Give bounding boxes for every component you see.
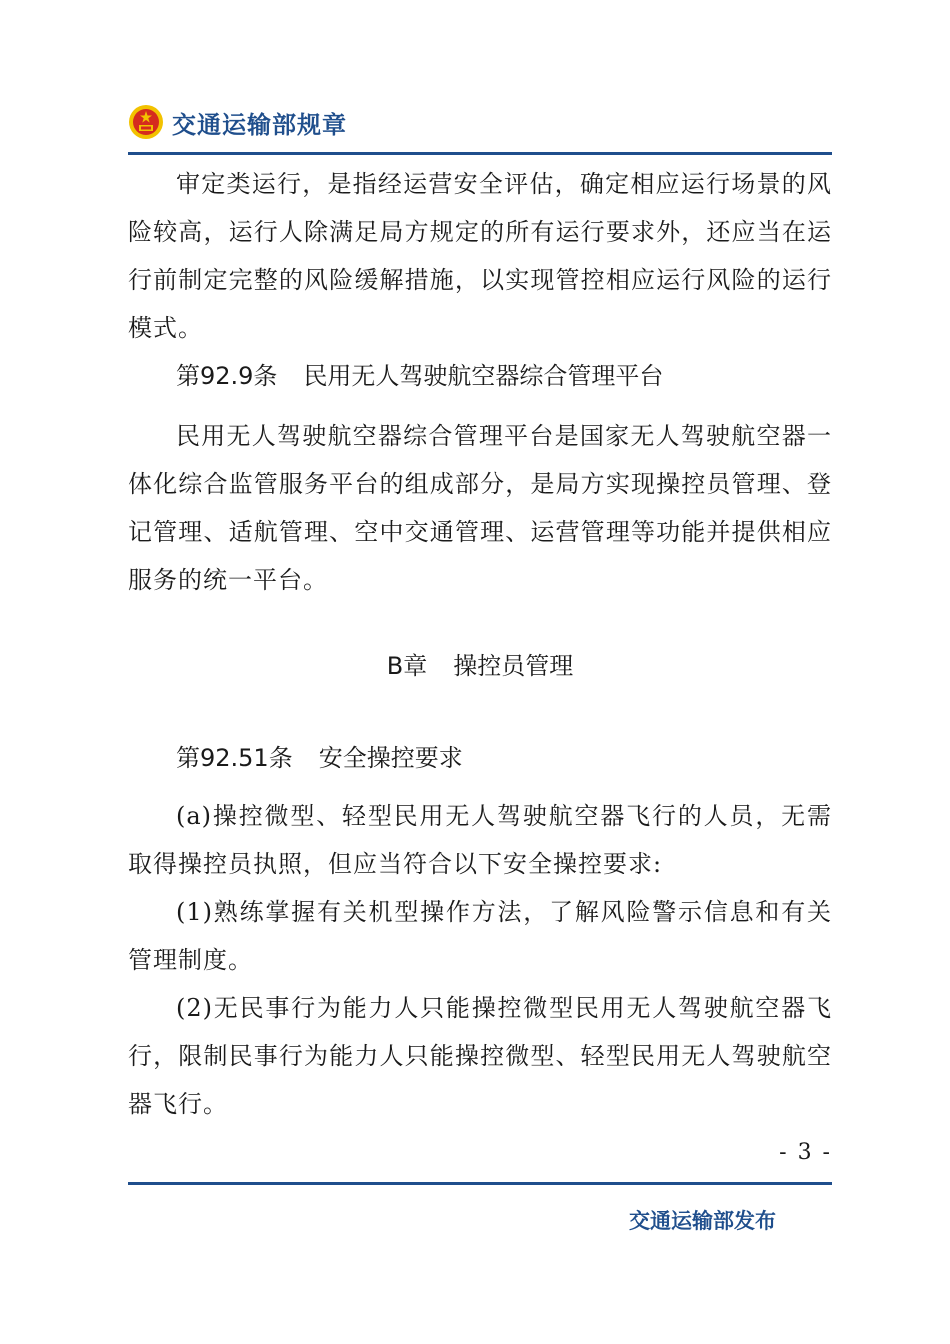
- page-header: [128, 102, 347, 142]
- document-body: [128, 160, 832, 1128]
- footer-rule: [128, 1182, 832, 1185]
- chapter-number: B章: [386, 652, 428, 680]
- footer-publisher: 交通运输部发布: [629, 1209, 776, 1233]
- national-emblem-icon: [128, 104, 164, 140]
- article-heading-92-9: [128, 352, 832, 400]
- paragraph-2: (2)无民事行为能力人只能操控微型民用无人驾驶航空器飞行，限制民事行为能力人只能操控微型、轻型民用无人驾驶航空器飞行。: [128, 994, 832, 1118]
- article-title: 安全操控要求: [318, 744, 463, 772]
- paragraph-platform: 民用无人驾驶航空器综合管理平台是国家无人驾驶航空器一体化综合监管服务平台的组成部分，是局方实现操控员管理、登记管理、适航管理、空中交通管理、运营管理等功能并提供相应服务的统一平台。: [128, 422, 832, 594]
- chapter-title: 操控员管理: [453, 652, 574, 680]
- paragraph-a: (a)操控微型、轻型民用无人驾驶航空器飞行的人员，无需取得操控员执照，但应当符合以下安全操控要求:: [128, 802, 832, 878]
- article-number: 第92.9条: [176, 362, 278, 390]
- article-title: 民用无人驾驶航空器综合管理平台: [303, 362, 664, 390]
- page-number: - 3 -: [779, 1140, 832, 1165]
- paragraph-definition: 审定类运行，是指经运营安全评估，确定相应运行场景的风险较高，运行人除满足局方规定的所有运行要求外，还应当在运行前制定完整的风险缓解措施，以实现管控相应运行风险的运行模式。: [128, 170, 832, 342]
- article-number: 第92.51条: [176, 744, 293, 772]
- header-rule: [128, 152, 832, 155]
- paragraph-1: (1)熟练掌握有关机型操作方法，了解风险警示信息和有关管理制度。: [128, 898, 832, 974]
- article-heading-92-51: [128, 734, 832, 782]
- header-title: 交通运输部规章: [172, 110, 347, 139]
- chapter-heading: [128, 642, 832, 690]
